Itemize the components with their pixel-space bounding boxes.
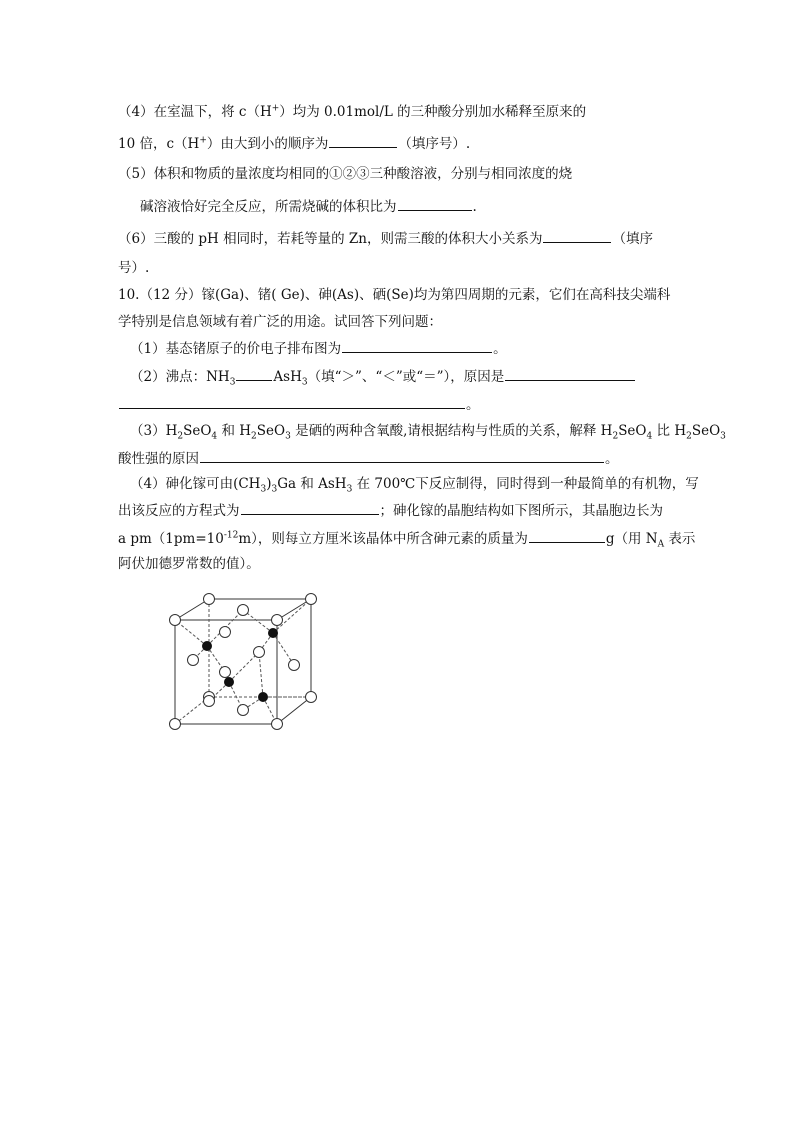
answer-blank[interactable] — [119, 394, 465, 409]
q10-part-1: （1）基态锗原子的价电子排布图为 。 — [130, 338, 507, 358]
gaas-unit-cell-diagram — [165, 588, 335, 738]
answer-blank[interactable] — [398, 196, 472, 211]
q6-line-2: 号）. — [118, 260, 150, 276]
q10-part-3: $(3)H_2SeO_4$ 和 $H_2SeO_3$ 是硒的两种含氧酸,请根据结构与性质的关系，解释 $H_2SeO_4$ 比 $H_2SeO_3$ — [130, 423, 726, 442]
answer-blank[interactable] — [505, 366, 635, 381]
q10-part-4-cont-3: 阿伏加德罗常数的值）。 — [118, 556, 260, 572]
q10-header-line-2: 学特别是信息领域有着广泛的用途。试回答下列问题： — [118, 314, 442, 330]
answer-blank[interactable] — [342, 338, 492, 353]
q10-part-2: （2）沸点：$NH_3$ AsH$_3$（填“＞”、“＜”或“＝”），原因是 — [130, 366, 636, 386]
q6-line-1: （6）三酸的 pH 相同时，若耗等量的 Zn，则需三酸的体积大小关系为 （填序 — [118, 228, 653, 248]
q4-line-2: 10 倍，c（H+）由大到小的顺序为 （填序号）. — [118, 133, 470, 153]
q5-line-2: 碱溶液恰好完全反应，所需烧碱的体积比为 . — [140, 196, 477, 216]
answer-blank[interactable] — [236, 366, 272, 381]
q10-part-4: （4）砷化镓可由$(CH_3)_3Ga$ 和 AsH$_3$ 在 700℃下反应制得，同时得到一种最简单的有机物，写 — [130, 476, 699, 495]
q5-line-1: （5）体积和物质的量浓度均相同的①②③三种酸溶液，分别与相同浓度的烧 — [118, 166, 573, 182]
q10-part-4-cont-2: a $pm(1pm=10^{-12}m)$，则每立方厘米该晶体中所含砷元素的质量为 g（用 $N_A$ 表示 — [118, 528, 695, 548]
q4-line-1: （4）在室温下，将 c（H+）均为 0.01mol/L 的三种酸分别加水稀释至原来的 — [118, 103, 587, 120]
q10-header-line-1: 10.（12 分）镓(Ga)、锗( Ge)、砷(As)、硒(Se)均为第四周期的元素，它们在高科技尖端科 — [118, 287, 671, 303]
answer-blank[interactable] — [329, 133, 397, 148]
answer-blank[interactable] — [543, 228, 611, 243]
answer-blank[interactable] — [529, 528, 605, 543]
q10-part-2-cont: 。 — [118, 394, 480, 414]
answer-blank[interactable] — [200, 448, 604, 463]
q10-part-4-cont-1: 出该反应的方程式为 ；砷化镓的晶胞结构如下图所示，其晶胞边长为 — [118, 500, 663, 520]
answer-blank[interactable] — [241, 500, 379, 515]
q10-part-3-cont: 酸性强的原因 。 — [118, 448, 619, 468]
